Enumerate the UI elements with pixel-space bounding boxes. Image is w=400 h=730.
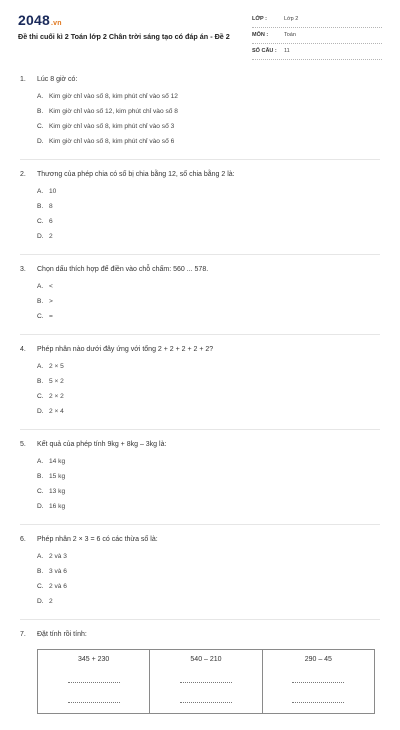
option-letter: A. bbox=[37, 458, 44, 465]
option-c[interactable] bbox=[37, 392, 209, 401]
options bbox=[20, 552, 380, 612]
exam-header bbox=[18, 12, 382, 58]
option-text: = bbox=[49, 313, 53, 320]
option-letter: B. bbox=[37, 108, 44, 115]
options bbox=[20, 187, 380, 247]
option-letter: D. bbox=[37, 233, 44, 240]
option-letter: A. bbox=[37, 363, 44, 370]
option-d[interactable] bbox=[37, 597, 209, 606]
option-letter: A. bbox=[37, 283, 44, 290]
option-text: 10 bbox=[49, 188, 57, 195]
option-letter: C. bbox=[37, 583, 44, 590]
option-text: Kim giờ chỉ vào số 8, kim phút chỉ vào số 6 bbox=[49, 138, 175, 145]
option-text: 2 × 4 bbox=[49, 408, 64, 415]
option-letter: C. bbox=[37, 393, 44, 400]
option-text: 2 × 2 bbox=[49, 393, 64, 400]
question-head bbox=[20, 439, 380, 451]
option-text: 2 bbox=[49, 233, 53, 240]
question-7 bbox=[20, 629, 380, 721]
option-letter: B. bbox=[37, 568, 44, 575]
option-text: 5 × 2 bbox=[49, 378, 64, 385]
question-text: Lúc 8 giờ có: bbox=[37, 76, 78, 83]
options bbox=[20, 282, 380, 327]
option-d[interactable] bbox=[37, 502, 209, 511]
option-b[interactable] bbox=[37, 297, 209, 306]
meta-key: MÔN : bbox=[252, 32, 269, 38]
option-letter: B. bbox=[37, 473, 44, 480]
option-text: 2 bbox=[49, 598, 53, 605]
option-text: 2 và 6 bbox=[49, 583, 67, 590]
option-letter: D. bbox=[37, 408, 44, 415]
option-letter: D. bbox=[37, 503, 44, 510]
calculation-table bbox=[37, 649, 375, 714]
option-letter: A. bbox=[37, 93, 44, 100]
meta-value: Toán bbox=[284, 32, 296, 38]
question-number: 3. bbox=[20, 266, 26, 273]
question-1 bbox=[20, 74, 380, 160]
answer-line[interactable] bbox=[292, 672, 344, 683]
option-a[interactable] bbox=[37, 282, 209, 291]
question-text: Chọn dấu thích hợp để điền vào chỗ chấm: 560 ... 578. bbox=[37, 266, 209, 273]
option-a[interactable] bbox=[37, 92, 209, 101]
option-text: > bbox=[49, 298, 53, 305]
option-d[interactable] bbox=[37, 137, 209, 146]
answer-line[interactable] bbox=[180, 692, 232, 703]
meta-key: SỐ CÂU : bbox=[252, 48, 277, 54]
option-a[interactable] bbox=[37, 457, 209, 466]
option-text: Kim giờ chỉ vào số 12, kim phút chỉ vào số 8 bbox=[49, 108, 178, 115]
option-b[interactable] bbox=[37, 567, 209, 576]
question-head bbox=[20, 629, 380, 641]
exam-title: Đề thi cuối kì 2 Toán lớp 2 Chân trời sáng tạo có đáp án - Đề 2 bbox=[18, 32, 230, 41]
option-b[interactable] bbox=[37, 107, 209, 116]
option-a[interactable] bbox=[37, 362, 209, 371]
question-head bbox=[20, 534, 380, 546]
question-head bbox=[20, 264, 380, 276]
option-text: < bbox=[49, 283, 53, 290]
option-c[interactable] bbox=[37, 487, 209, 496]
logo-text: 2048 bbox=[18, 12, 50, 28]
expression: 540 – 210 bbox=[190, 656, 222, 663]
answer-line[interactable] bbox=[292, 692, 344, 703]
question-text: Phép nhân 2 × 3 = 6 có các thừa số là: bbox=[37, 536, 158, 543]
answer-line[interactable] bbox=[68, 672, 120, 683]
option-b[interactable] bbox=[37, 472, 209, 481]
question-head bbox=[20, 169, 380, 181]
expression: 345 + 230 bbox=[77, 656, 110, 663]
table-row bbox=[38, 650, 375, 714]
question-2 bbox=[20, 169, 380, 255]
option-text: 6 bbox=[49, 218, 53, 225]
logo-domain: .vn bbox=[50, 20, 62, 27]
question-3 bbox=[20, 264, 380, 335]
answer-line[interactable] bbox=[180, 672, 232, 683]
option-letter: B. bbox=[37, 298, 44, 305]
answer-line[interactable] bbox=[68, 692, 120, 703]
question-5 bbox=[20, 439, 380, 525]
option-letter: A. bbox=[37, 553, 44, 560]
question-6 bbox=[20, 534, 380, 620]
question-head bbox=[20, 344, 380, 356]
meta-value: Lớp 2 bbox=[284, 16, 299, 22]
option-text: 2 và 3 bbox=[49, 553, 67, 560]
option-letter: C. bbox=[37, 123, 44, 130]
options bbox=[20, 457, 380, 517]
meta-row-class bbox=[252, 12, 382, 28]
option-text: Kim giờ chỉ vào số 8, kim phút chỉ vào số 3 bbox=[49, 123, 175, 130]
question-number: 5. bbox=[20, 441, 26, 448]
option-letter: A. bbox=[37, 188, 44, 195]
site-logo[interactable] bbox=[18, 12, 62, 28]
option-b[interactable] bbox=[37, 202, 209, 211]
question-4 bbox=[20, 344, 380, 430]
question-text: Thương của phép chia có số bị chia bằng 12, số chia bằng 2 là: bbox=[37, 171, 235, 178]
option-letter: D. bbox=[37, 598, 44, 605]
option-letter: D. bbox=[37, 138, 44, 145]
calculation-cell bbox=[262, 650, 374, 714]
question-text: Phép nhân nào dưới đây ứng với tổng 2 + 2 + 2 + 2 + 2? bbox=[37, 346, 214, 353]
question-number: 2. bbox=[20, 171, 26, 178]
meta-value: 11 bbox=[284, 48, 290, 54]
question-number: 1. bbox=[20, 76, 26, 83]
meta-row-count bbox=[252, 44, 382, 60]
question-number: 7. bbox=[20, 631, 26, 638]
question-text: Kết quả của phép tính 9kg + 8kg – 3kg là: bbox=[37, 441, 167, 448]
option-text: 8 bbox=[49, 203, 53, 210]
option-text: 13 kg bbox=[49, 488, 66, 495]
expression: 290 – 45 bbox=[304, 656, 332, 663]
option-c[interactable] bbox=[37, 217, 209, 226]
option-a[interactable] bbox=[37, 552, 209, 561]
option-letter: C. bbox=[37, 218, 44, 225]
option-c[interactable] bbox=[37, 312, 209, 321]
option-c[interactable] bbox=[37, 122, 209, 131]
options bbox=[20, 362, 380, 422]
question-text: Đặt tính rồi tính: bbox=[37, 631, 87, 638]
options bbox=[20, 92, 380, 152]
option-a[interactable] bbox=[37, 187, 209, 196]
option-letter: B. bbox=[37, 203, 44, 210]
option-text: 3 và 6 bbox=[49, 568, 67, 575]
calculation-cell bbox=[150, 650, 262, 714]
question-head bbox=[20, 74, 380, 86]
option-letter: C. bbox=[37, 488, 44, 495]
question-number: 4. bbox=[20, 346, 26, 353]
option-text: 16 kg bbox=[49, 503, 66, 510]
meta-row-subject bbox=[252, 28, 382, 44]
question-list bbox=[20, 74, 380, 730]
option-letter: C. bbox=[37, 313, 44, 320]
option-b[interactable] bbox=[37, 377, 209, 386]
option-c[interactable] bbox=[37, 582, 209, 591]
option-d[interactable] bbox=[37, 407, 209, 416]
option-text: 14 kg bbox=[49, 458, 66, 465]
exam-meta bbox=[252, 12, 382, 60]
meta-key: LỚP : bbox=[252, 16, 267, 22]
option-text: 2 × 5 bbox=[49, 363, 64, 370]
option-d[interactable] bbox=[37, 232, 209, 241]
question-number: 6. bbox=[20, 536, 26, 543]
option-text: 15 kg bbox=[49, 473, 66, 480]
option-text: Kim giờ chỉ vào số 8, kim phút chỉ vào số 12 bbox=[49, 93, 178, 100]
calculation-cell bbox=[38, 650, 150, 714]
option-letter: B. bbox=[37, 378, 44, 385]
